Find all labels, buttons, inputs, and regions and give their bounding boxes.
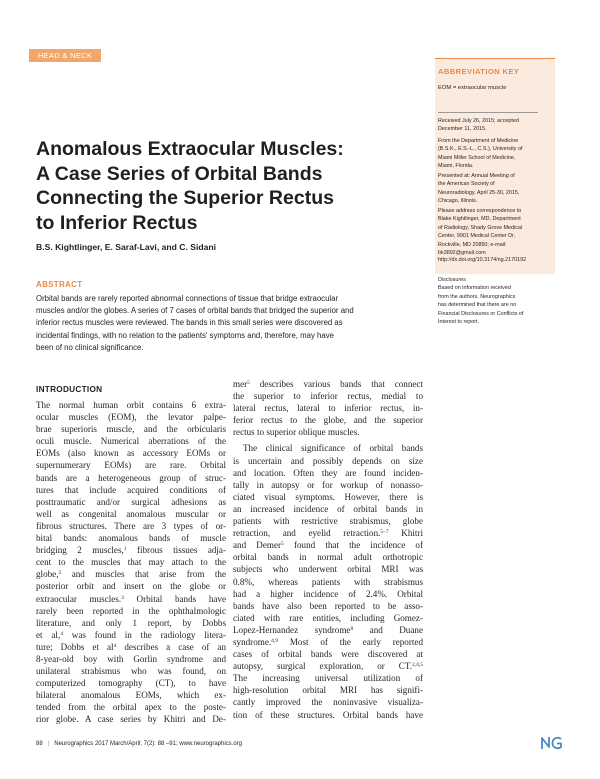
received-dates (438, 117, 556, 134)
body-line: bands are a heterogeneous group of struc- (36, 472, 226, 483)
abbreviation-item: EOM = extraocular muscle (438, 85, 507, 91)
body-line: tion of these structures. Orbital bands have (233, 709, 423, 720)
body-line: Lopez-Hernandez syndrome$^8$ and Duane (233, 624, 423, 635)
body-line: EOMs (also known as accessory EOMs or (36, 448, 226, 459)
affiliation-line: From the Department of Medicine (438, 138, 519, 144)
body-line: oculi muscle. Numerical aberrations of the (36, 436, 226, 447)
page-footer (36, 741, 242, 747)
body-line: rectus to superior oblique muscles. (233, 427, 360, 438)
body-line: tures that include acquired conditions of (36, 484, 226, 495)
abstract-heading: ABSTRACT (36, 280, 83, 289)
affiliation-line: (B.S.K., E.S.-L., C.S.), University of (438, 146, 523, 153)
correspondence-line: Rockville, MD 20850; e-mail: (438, 241, 507, 248)
body-line: bands have also been reported to be asso- (233, 600, 423, 611)
presented-line: Chicago, Illinois. (438, 198, 478, 205)
body-line: rior globe. A case series by Khitri and De- (36, 714, 226, 725)
body-column-left (36, 399, 226, 726)
title-line: to Inferior Rectus (36, 211, 198, 234)
doi-text[interactable]: http://dx.doi.org/10.3174/ng.2170192 (438, 257, 527, 263)
body-line: computerized tomography (CT), to have (36, 678, 226, 689)
body-line: subjects who underwent orbital MRI was (233, 564, 423, 575)
body-line: posterior orbit and insert on the globe or (36, 581, 226, 592)
title-line: Anomalous Extraocular Muscles: (36, 138, 344, 160)
body-line: and Demer$^5$ found that the incidence of (233, 540, 423, 551)
correspondence-line: Center, 9901 Medical Center Dr, (438, 233, 516, 240)
correspondence-line: bk3892@gmail.com (438, 250, 486, 257)
correspondence (438, 207, 556, 257)
body-line: tally in autopsy or for workup of nonasso- (233, 479, 423, 490)
presented-line: Presented at: Annual Meeting of (438, 173, 515, 179)
body-line: brae superioris muscle, and the orbicularis (36, 424, 226, 435)
neurographics-logo-icon (541, 736, 563, 750)
body-column-right (233, 378, 423, 721)
body-line: lateral rectus, lateral to inferior rectus, in- (233, 403, 423, 414)
body-line: an increased incidence of orbital bands in (233, 503, 423, 514)
divider (438, 112, 538, 113)
disclosures-line: has determined that there are no (438, 302, 517, 309)
body-line: cent to the muscles that may attach to the (36, 557, 226, 568)
body-line: retraction, and eyelid retraction.$^{5-7}$ Khitri (233, 528, 423, 539)
body-line: had a higher incidence of 2.4%. Orbital (233, 588, 423, 599)
body-line: bridging 2 muscles,$^1$ fibrous tissues adja- (36, 545, 226, 556)
article-title (36, 137, 391, 235)
disclosures-line: Interest to report. (438, 319, 480, 326)
presented-line: Neuroradiology, April 25-30, 2015, (438, 189, 520, 196)
body-line: orbital bands in normal adult orthotropic (233, 552, 423, 563)
doi-link[interactable] (438, 256, 556, 264)
body-line: 8-year-old boy with Gorlin syndrome and (36, 653, 226, 664)
body-line: patients with restrictive strabismus, globe (233, 516, 423, 527)
received-line: Received July 26, 2015; accepted (438, 118, 519, 124)
correspondence-line: Please address correspondence to (438, 208, 522, 214)
affiliation-line: Miami Miller School of Medicine, (438, 154, 516, 161)
introduction-heading: INTRODUCTION (36, 385, 103, 394)
abstract-line: muscles and/or the globes. A series of 7 cases of orbital bands that bridged the superior and (36, 306, 354, 316)
presented-at (438, 172, 556, 206)
body-line: the superior to inferior rectus, medial to (233, 391, 423, 402)
body-line: tended from the orbital apex to the poste- (36, 702, 226, 713)
abstract-line: Orbital bands are rarely reported abnormal connections of tissue that bridge extraocular (36, 294, 339, 303)
body-line: ocular muscles (EOM), the levator palpe- (36, 412, 226, 423)
body-line: et al,$^4$ was found in the radiology litera- (36, 629, 226, 640)
body-line: bilateral anomalous EOMs, which ex- (36, 690, 226, 701)
body-line: ciated with rare entities, including Gomez- (233, 612, 423, 623)
body-line: is uncertain and possibly depends on size (233, 455, 423, 466)
body-line: cases of orbital bands were discovered at (233, 649, 423, 660)
body-line: The increasing universal utilization of (233, 673, 423, 684)
disclosures-line: Financial Disclosures or Conflicts of (438, 310, 524, 317)
disclosures-line: Disclosures (438, 277, 466, 283)
abbreviation-heading: ABBREVIATION KEY (438, 67, 520, 76)
footer-citation: Neurographics 2017 March/April; 7(2): 88 –91; www.neurographics.org (54, 741, 243, 747)
received-line: December 11, 2015. (438, 126, 487, 133)
correspondence-line: Blake Kightlinger, MD, Department (438, 216, 521, 223)
body-line: cantly improved the noninvasive visualiza- (233, 697, 423, 708)
body-line: globe,$^2$ and muscles that arise from the (36, 569, 226, 580)
abstract-line: been of no clinical significance. (36, 342, 144, 352)
body-line: ciated visual symptoms. However, there is (233, 491, 423, 502)
body-line: supernumerary EOMs) are rare. Orbital (36, 460, 226, 471)
body-line: high-resolution orbital MRI has signifi- (233, 685, 423, 696)
affiliation-line: Miami, Florida. (438, 163, 474, 170)
affiliation (438, 137, 556, 171)
body-line: and location. Often they are found inciden- (233, 467, 423, 478)
abstract-line: incidental findings, with no relation to the patients' symptoms and, therefore, may have (36, 330, 334, 340)
body-line: bital bands: anomalous bands of muscle (36, 533, 226, 544)
body-line: 0.8%, whereas patients with strabismus (233, 576, 423, 587)
body-line: extraocular muscles.$^3$ Orbital bands have (36, 593, 226, 604)
body-line: literature, and only 1 report, by Dobbs (36, 617, 226, 628)
body-line: unilateral strabismus who was found, on (36, 666, 226, 677)
title-line: A Case Series of Orbital Bands (36, 162, 323, 185)
body-line: ferior rectus to the globe, and the superior (233, 415, 423, 426)
author-list: B.S. Kightlinger, E. Saraf-Lavi, and C. Sidani (36, 242, 217, 252)
body-line: well as congenital anomalous muscular or (36, 508, 226, 519)
abstract-line: inferior rectus muscles were reviewed. The bands in this small series were discovered as (36, 318, 343, 328)
disclosures (438, 276, 556, 326)
body-line: mer$^5$ describes various bands that connect (233, 379, 423, 389)
body-line: rarely been reported in the ophthalmologic (36, 605, 226, 616)
presented-line: the American Society of (438, 181, 495, 188)
body-line: The clinical significance of orbital bands (243, 443, 423, 454)
page-number: 88 (36, 741, 43, 747)
abstract-text (36, 293, 422, 354)
section-tag: HEAD & NECK (29, 49, 101, 62)
disclosures-line: from the authors, Neurographics (438, 293, 516, 300)
body-line: autopsy, surgical exploration, or CT.$^{2,4,5}$ (233, 661, 423, 672)
body-line: syndrome.$^{4,9}$ Most of the early reported (233, 636, 423, 647)
body-line: posttraumatic and/or surgical adhesions as (36, 496, 226, 507)
footer-separator: | (47, 741, 50, 747)
body-line: fibrous structures. There are 3 types of or- (36, 520, 226, 531)
correspondence-line: of Radiology, Shady Grove Medical (438, 224, 523, 231)
title-line: Connecting the Superior Rectus (36, 187, 334, 209)
body-line: The normal human orbit contains 6 extra- (36, 400, 226, 410)
body-line: ture; Dobbs et $al^4$ describes a case of an (36, 641, 227, 652)
disclosures-line: Based on information received (438, 285, 511, 292)
